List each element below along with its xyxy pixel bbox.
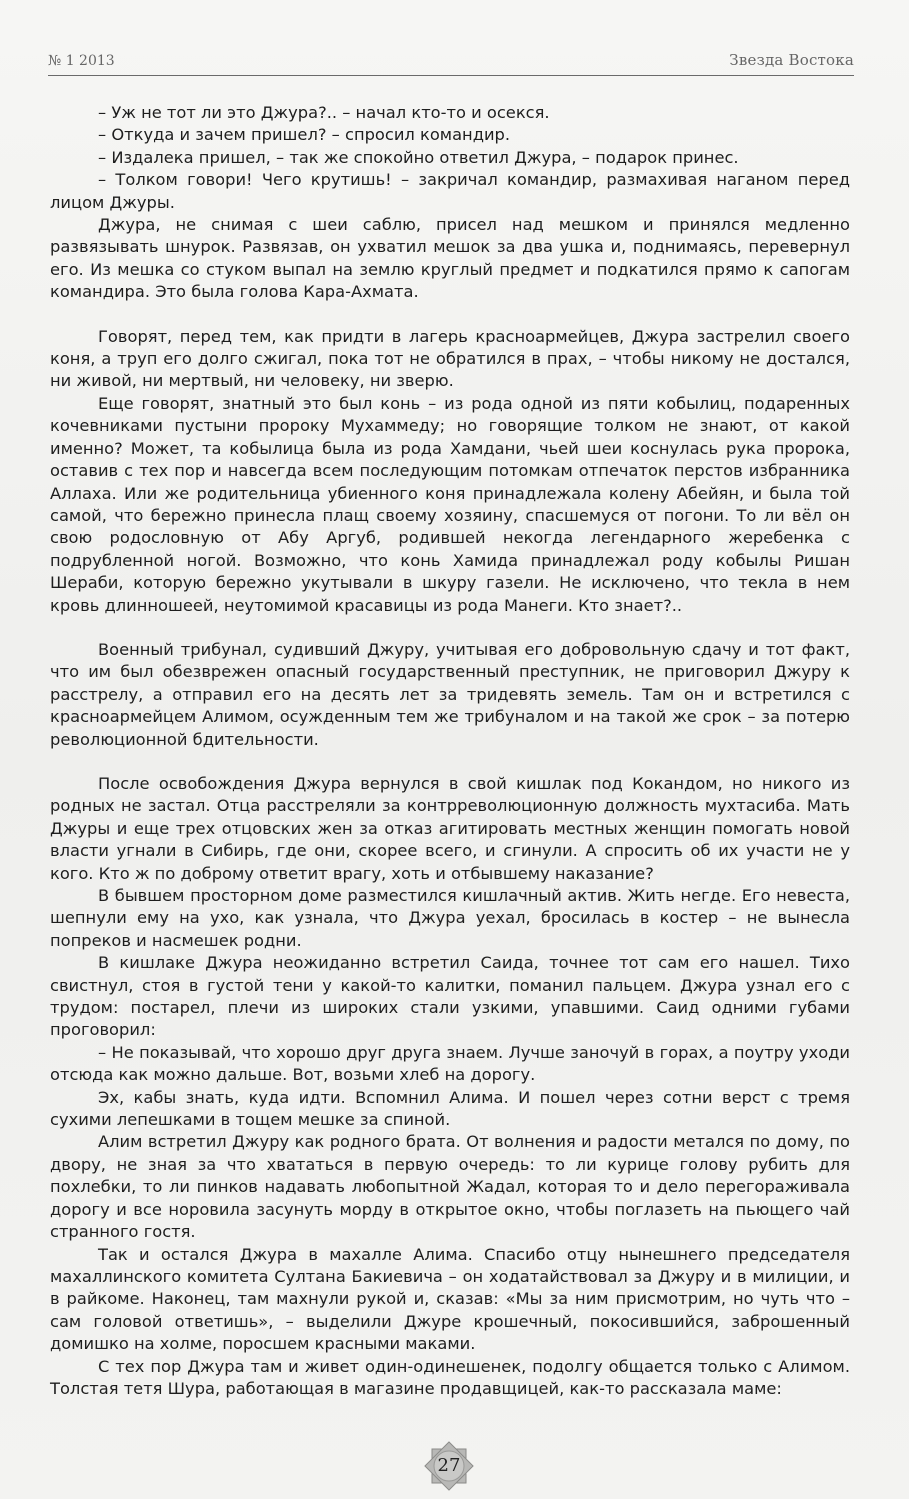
paragraph: В бывшем просторном доме разместился кишлачный актив. Жить негде. Его невеста, шепнули ему на ухо, как узнала, что Джура уехал, бросилась в костер – не вынесла попреков и насмешек родни. [50, 886, 850, 950]
running-header [48, 47, 854, 76]
paragraph: С тех пор Джура там и живет один-одинешенек, подолгу общается только с Алимом. Толстая тетя Шура, работающая в магазине продавщицей, как-то рассказала маме: [50, 1356, 850, 1398]
paragraph: Джура, не снимая с шеи саблю, присел над мешком и принялся медленно развязывать шнурок. Развязав, он ухватил мешок за два ушка и, поднимаясь, перевернул его. Из мешка со стуком выпал на землю круглый предмет и подкатился прямо к сапогам командира. Это была голова Кара-Ахмата. [50, 215, 850, 302]
paragraph: – Издалека пришел, – так же спокойно ответил Джура, – подарок принес. [98, 147, 739, 167]
page-number-badge [423, 1440, 475, 1492]
paragraph: Эх, кабы знать, куда идти. Вспомнил Алима. И пошел через сотни верст с тремя сухими лепешками в тощем мешке за спиной. [50, 1087, 850, 1130]
paragraph: – Уж не тот ли это Джура?.. – начал кто-то и осекся. [98, 103, 550, 122]
paragraph: Так и остался Джура в махалле Алима. Спасибо отцу нынешнего председателя махаллинского комитета Султана Бакиевича – он ходатайствовал за Джуру и в милиции, и в райкоме. Наконец, там махнули рукой и, сказав: «Мы за ним присмотрим, но чуть что – сам головой ответишь», – выделили Джуре крошечный, покосившийся, заброшенный домишко на холме, поросшем красными маками. [50, 1244, 850, 1354]
paragraph: После освобождения Джура вернулся в свой кишлак под Кокандом, но никого из родных не застал. Отца расстреляли за контрреволюционную должность мухтасиба. Мать Джуры и еще трех отцовских жен за отказ агитировать местных женщин помогать новой власти угнали в Сибирь, где они, скорее всего, и сгинули. А спросить об их участи не у кого. Кто ж по доброму ответит врагу, хоть и отбывшему наказание? [50, 773, 850, 883]
issue-label: № 1 2013 [48, 53, 115, 69]
magazine-title: Звезда Востока [729, 51, 854, 69]
paragraph: Военный трибунал, судивший Джуру, учитывая его добровольную сдачу и тот факт, что им был обезврежен опасный государственный преступник, не приговорил Джуру к расстрелу, а отправил его на десять лет за тридевять земель. Там он и встретился с красноармейцем Алимом, осужденным тем же трибуналом и на такой же срок – за потерю революционной бдительности. [50, 639, 850, 749]
paragraph: Говорят, перед тем, как придти в лагерь красноармейцев, Джура застрелил своего коня, а труп его долго сжигал, пока тот не обратился в прах, – чтобы никому не достался, ни живой, ни мертвый, ни человеку, ни зверю. [50, 326, 850, 391]
article-body [50, 102, 850, 1400]
paragraph: В кишлаке Джура неожиданно встретил Саида, точнее тот сам его нашел. Тихо свистнул, стоя в густой тени у какой-то калитки, поманил пальцем. Джура узнал его с трудом: постарел, плечи из широких стали узкими, упавшими. Саид одними губами проговорил: [50, 953, 850, 1040]
paragraph: – Не показывай, что хорошо друг друга знаем. Лучше заночуй в горах, а поутру уходи отсюда как можно дальше. Вот, возьми хлеб на дорогу. [50, 1042, 850, 1085]
paragraph: – Откуда и зачем пришел? – спросил командир. [98, 125, 511, 145]
paragraph: Алим встретил Джуру как родного брата. От волнения и радости метался по дому, по двору, не зная за что хвататься в первую очередь: то ли курице голову рубить для похлебки, то ли пинков надавать любопытной Жадал, которая то и дело перегораживала дорогу и все норовила засунуть морду в открытое окно, чтобы поглазеть на пьющего чай странного гостя. [50, 1132, 850, 1242]
paragraph: Еще говорят, знатный это был конь – из рода одной из пяти кобылиц, подаренных кочевниками пустыни пророку Мухаммеду; но говорящие толком не знают, от какой именно? Может, та кобылица была из рода Хамдани, чьей шеи коснулась рука пророка, оставив с тех пор и навсегда всем последующим потомкам отпечаток перстов избранника Аллаха. Или же родительница убиенного коня принадлежала колену Абейян, и была той самой, что бережно принесла плащ своему хозяину, спасшемуся от погони. То ли вёл он свою родословную от Абу Аргуб, родившей некогда легендарного жеребенка с подрубленной ногой. Возможно, что конь Хамида принадлежал роду кобылы Ришан Шераби, которую бережно укутывали в шкуру газели. Не исключено, что текла в нем кровь длинношеей, неутомимой красавицы из рода Манеги. Кто знает?.. [50, 393, 850, 615]
paragraph: – Толком говори! Чего крутишь! – закричал командир, размахивая наганом перед лицом Джуры. [50, 170, 850, 212]
page-number: 27 [437, 1455, 461, 1476]
